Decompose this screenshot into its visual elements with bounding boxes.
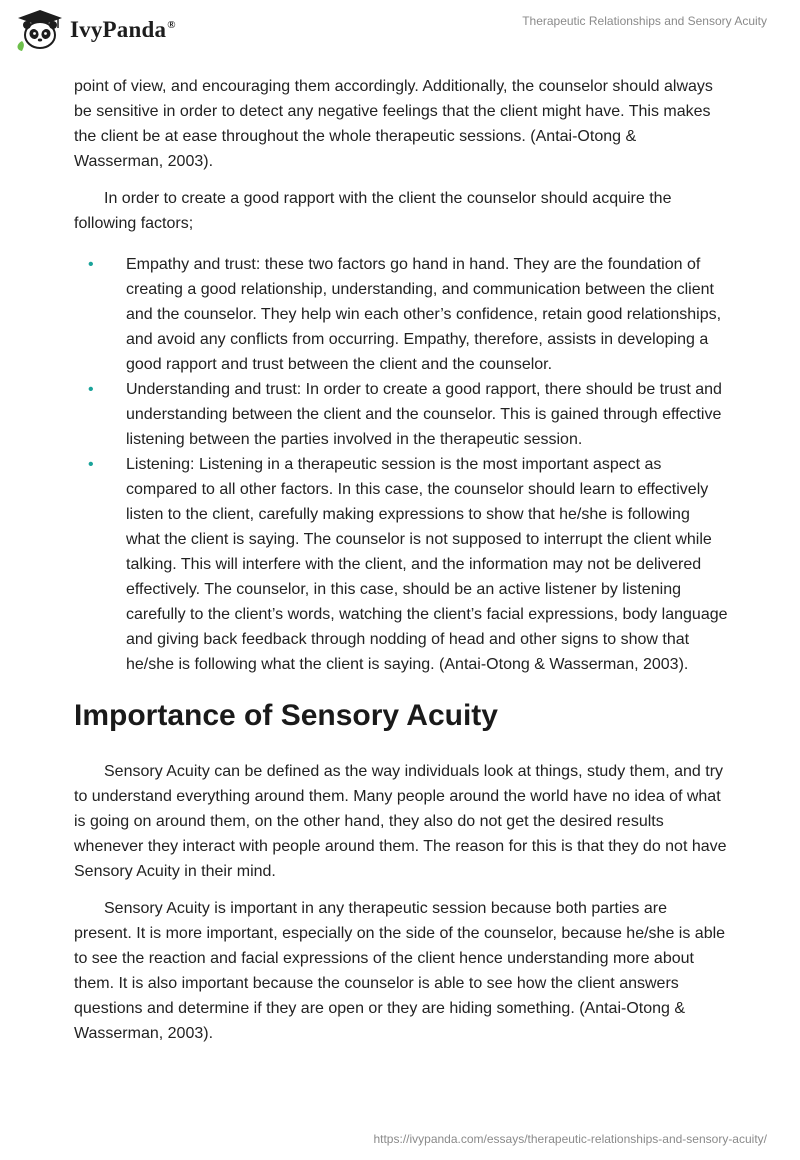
brand-text: IvyPanda	[70, 17, 167, 42]
essay-content	[74, 74, 728, 1058]
bullet-icon: •	[88, 456, 94, 473]
list-item	[74, 452, 728, 677]
list-item	[74, 252, 728, 377]
paragraph-definition: Sensory Acuity can be defined as the way individuals look at things, study them, and try to understand everything around them. Many people around the world have no idea of what is going on around them, on the other hand, they also do not get the desired results whenever they interact with people around them. The reason for this is that they do not have Sensory Acuity in their mind.	[74, 763, 727, 880]
section-heading: Importance of Sensory Acuity	[74, 699, 498, 732]
list-item	[74, 377, 728, 452]
panda-graduate-icon	[14, 8, 66, 52]
list-item-text: Understanding and trust: In order to create a good rapport, there should be trust and understanding between the client and the counselor. This is gained through effective listening between the parties involved in the therapeutic session.	[126, 381, 722, 448]
bullet-icon: •	[88, 381, 94, 398]
document-title: Therapeutic Relationships and Sensory Acuity	[522, 14, 767, 28]
list-item-text: Empathy and trust: these two factors go hand in hand. They are the foundation of creating a good relationship, understanding, and communication between the client and the counselor. They help win each other’s confidence, retain good relationships, and avoid any conflicts from occurring. Empathy, therefore, assists in developing a good rapport and trust between the client and the counselor.	[126, 256, 722, 373]
paragraph-importance: Sensory Acuity is important in any therapeutic session because both parties are present. It is more important, especially on the side of the counselor, because he/she is able to see the reaction and facial expressions of the client hence understanding more about them. It is also important because the counselor is able to see how the client answers questions and determine if they are open or they are hiding something. (Antai-Otong & Wasserman, 2003).	[74, 900, 726, 1042]
bullet-icon: •	[88, 256, 94, 273]
source-url-link[interactable]: https://ivypanda.com/essays/therapeutic-relationships-and-sensory-acuity/	[373, 1132, 767, 1146]
paragraph-factors-intro: In order to create a good rapport with the client the counselor should acquire the following factors;	[74, 190, 672, 232]
paragraph-continued: point of view, and encouraging them accordingly. Additionally, the counselor should always be sensitive in order to detect any negative feelings that the client might have. This makes the client be at ease throughout the whole therapeutic sessions. (Antai-Otong & Wasserman, 2003).	[74, 78, 713, 170]
brand-name	[70, 17, 176, 43]
list-item-text: Listening: Listening in a therapeutic session is the most important aspect as compared to all other factors. In this case, the counselor should learn to effectively listen to the client, carefully making expressions to show that he/she is following what the client is saying. The counselor is not supposed to interrupt the client while talking. This will interfere with the client, and the information may not be delivered effectively. The counselor, in this case, should be an active listener by listening carefully to the client’s words, watching the client’s facial expressions, body language and giving back feedback through nodding of head and other signs to show that he/she is following what the client is saying. (Antai-Otong & Wasserman, 2003).	[126, 456, 728, 673]
registered-mark: ®	[167, 19, 176, 32]
ivypanda-logo[interactable]	[14, 8, 176, 52]
page-header	[0, 0, 800, 70]
factors-list	[74, 252, 728, 677]
